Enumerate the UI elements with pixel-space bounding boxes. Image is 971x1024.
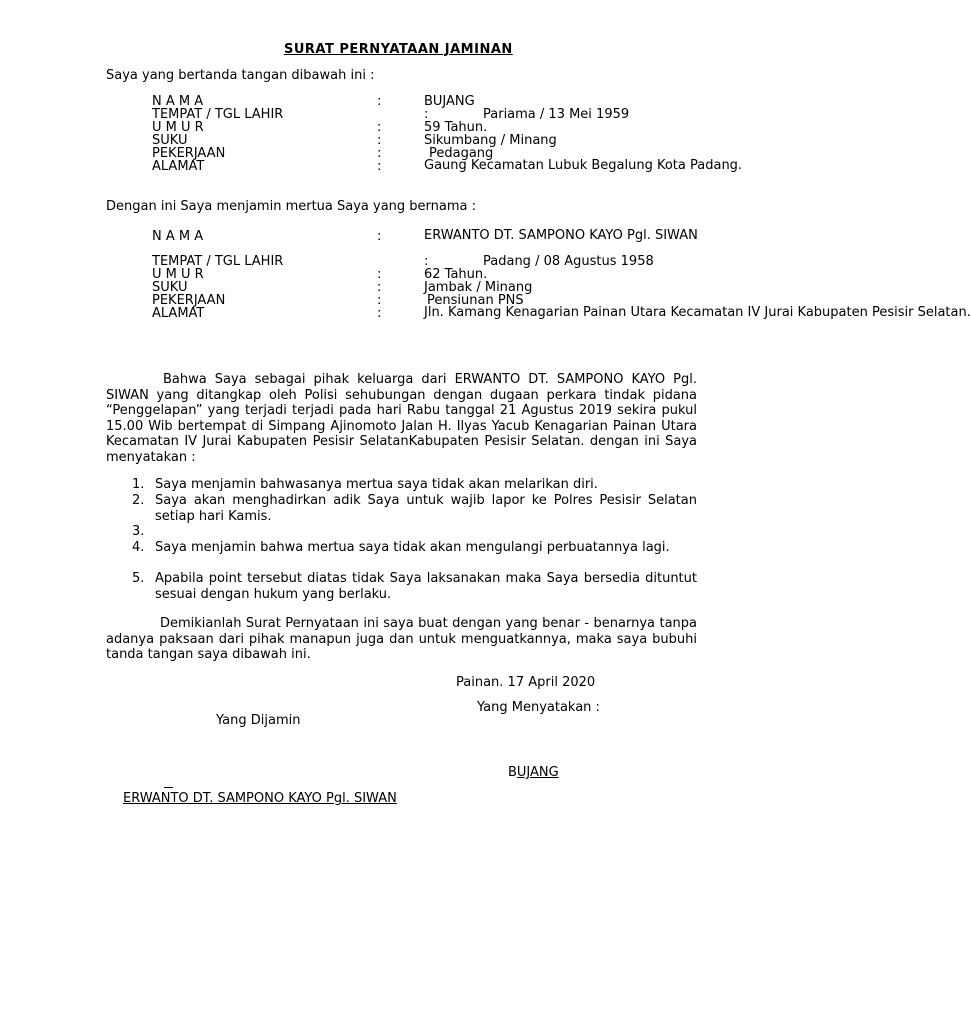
signer-initial: B bbox=[508, 765, 517, 780]
field-label: PEKERJAAN bbox=[152, 146, 226, 161]
field-colon: : bbox=[377, 293, 382, 308]
field-label: N A M A bbox=[152, 94, 204, 109]
penjamin-pekerjaan: Pedagang bbox=[429, 146, 494, 161]
field-colon: : bbox=[377, 267, 382, 282]
document-title: SURAT PERNYATAAN JAMINAN bbox=[284, 42, 513, 57]
signer-rest: UJANG bbox=[516, 765, 559, 780]
body-paragraph: Bahwa Saya sebagai pihak keluarga dari ERWANTO DT. SAMPONO KAYO Pgl. SIWAN yang ditangkap oleh Polisi sehubungan dengan dugaan perkara tindak pidana “Penggelapan” yang terjadi terjadi pada hari Rabu tanggal 21 Agustus 2019 sekira pukul 15.00 Wib bertempat di Simpang Ajinomoto Jalan H. Ilyas Yacub Kenagarian Painan Utara Kecamatan IV Jurai Kabupaten Pesisir SelatanKabupaten Pesisir Selatan. dengan ini Saya menyatakan : bbox=[106, 372, 697, 465]
list-text: Saya menjamin bahwa mertua saya tidak akan mengulangi perbuatannya lagi. bbox=[155, 540, 670, 555]
field-label: TEMPAT / TGL LAHIR bbox=[152, 254, 284, 269]
yang-dijamin-label: Yang Dijamin bbox=[216, 713, 301, 728]
field-colon: : bbox=[377, 120, 382, 135]
field-label: U M U R bbox=[152, 120, 204, 135]
dijamin-ttl: Padang / 08 Agustus 1958 bbox=[483, 254, 654, 269]
penjamin-nama: BUJANG bbox=[424, 94, 475, 109]
field-colon: : bbox=[377, 94, 382, 109]
list-number: 1. bbox=[132, 477, 145, 492]
list-number: 5. bbox=[132, 571, 145, 586]
signer-menyatakan-name bbox=[508, 765, 559, 780]
field-label: TEMPAT / TGL LAHIR bbox=[152, 107, 284, 122]
field-label: SUKU bbox=[152, 280, 188, 295]
place-date: Painan. 17 April 2020 bbox=[456, 675, 596, 690]
field-label: SUKU bbox=[152, 133, 188, 148]
field-label: N A M A bbox=[152, 229, 204, 244]
field-colon: : bbox=[424, 107, 429, 122]
dijamin-pekerjaan: Pensiunan PNS bbox=[427, 293, 524, 308]
intro-text: Saya yang bertanda tangan dibawah ini : bbox=[106, 68, 375, 83]
penjamin-alamat-row bbox=[0, 159, 768, 189]
closing-paragraph: Demikianlah Surat Pernyataan ini saya buat dengan yang benar - benarnya tanpa adanya paksaan dari pihak manapun juga dan untuk menguatkannya, maka saya bubuhi tanda tangan saya dibawah ini. bbox=[106, 616, 697, 662]
field-label: U M U R bbox=[152, 267, 204, 282]
penjamin-suku: Sikumbang / Minang bbox=[424, 133, 557, 148]
field-label: ALAMAT bbox=[152, 306, 205, 321]
field-colon: : bbox=[377, 146, 382, 161]
list-number: 4. bbox=[132, 540, 145, 555]
dijamin-alamat-row bbox=[0, 305, 971, 348]
field-colon: : bbox=[377, 159, 382, 174]
dijamin-nama: ERWANTO DT. SAMPONO KAYO Pgl. SIWAN bbox=[424, 228, 698, 243]
field-colon: : bbox=[377, 280, 382, 295]
dijamin-umur: 62 Tahun. bbox=[424, 267, 488, 282]
penjamin-ttl: Pariama / 13 Mei 1959 bbox=[483, 107, 630, 122]
field-label: PEKERJAAN bbox=[152, 293, 226, 308]
field-colon: : bbox=[377, 306, 382, 321]
field-colon: : bbox=[377, 133, 382, 148]
signer-dijamin-name: ERWANTO DT. SAMPONO KAYO Pgl. SIWAN bbox=[123, 791, 397, 806]
dijamin-alamat: Jln. Kamang Kenagarian Painan Utara Kecamatan IV Jurai Kabupaten Pesisir Selatan. bbox=[424, 305, 971, 320]
yang-menyatakan-label: Yang Menyatakan : bbox=[477, 700, 600, 715]
field-label: ALAMAT bbox=[152, 159, 205, 174]
dijamin-nama-row bbox=[0, 229, 768, 257]
penjamin-alamat: Gaung Kecamatan Lubuk Begalung Kota Padang. bbox=[424, 158, 743, 173]
signature-mark bbox=[164, 787, 173, 788]
list-text: Apabila point tersebut diatas tidak Saya laksanakan maka Saya bersedia dituntut sesuai dengan hukum yang berlaku. bbox=[155, 571, 697, 602]
list-number: 3. bbox=[132, 524, 145, 539]
intro2-text: Dengan ini Saya menjamin mertua Saya yang bernama : bbox=[106, 199, 477, 214]
field-colon: : bbox=[424, 254, 429, 269]
dijamin-suku: Jambak / Minang bbox=[424, 280, 533, 295]
list-number: 2. bbox=[132, 493, 145, 508]
list-text: Saya akan menghadirkan adik Saya untuk wajib lapor ke Polres Pesisir Selatan setiap hari Kamis. bbox=[155, 493, 697, 524]
field-colon: : bbox=[377, 229, 382, 244]
penjamin-umur: 59 Tahun. bbox=[424, 120, 488, 135]
list-text: Saya menjamin bahwasanya mertua saya tidak akan melarikan diri. bbox=[155, 477, 598, 492]
